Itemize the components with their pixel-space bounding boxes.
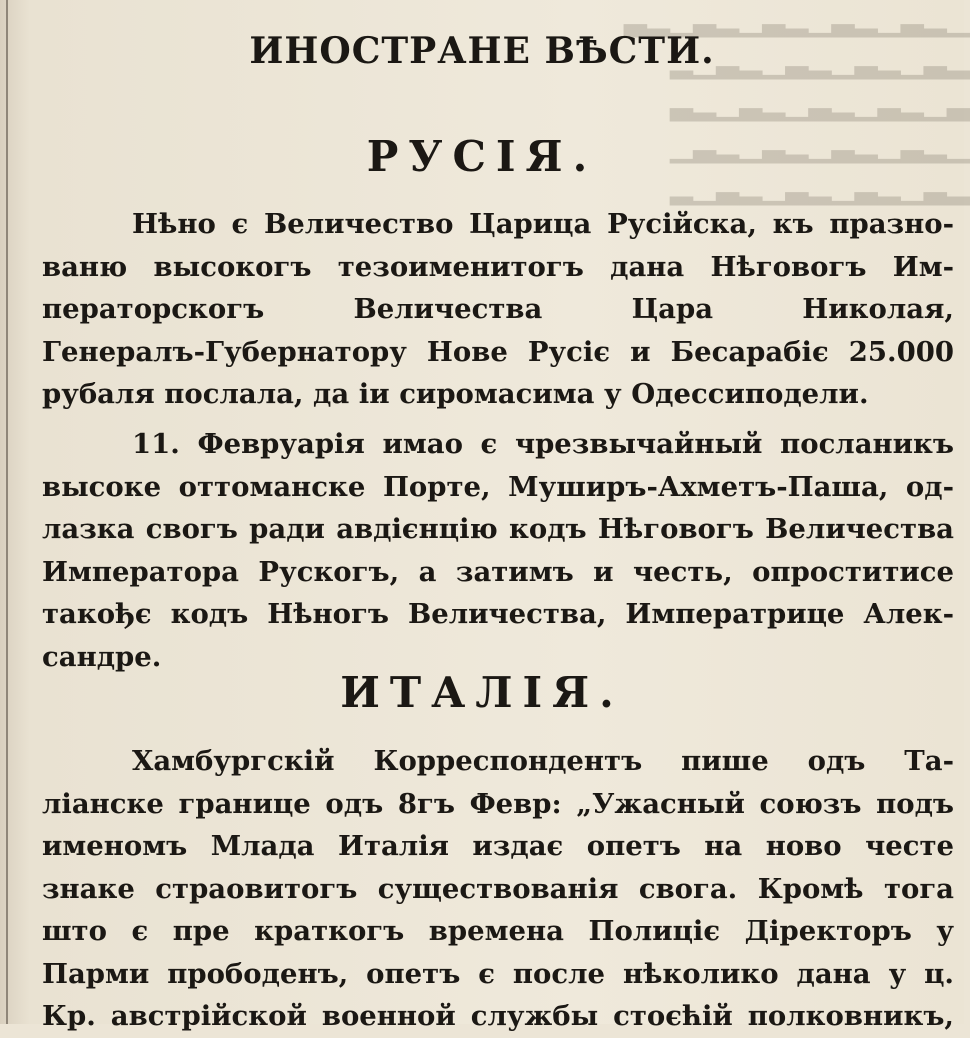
text-line: знаке страовитогъ существованія свога. Кромѣ тога [42,872,954,905]
text-line: ператорскогъ Величества Цара Николая, [42,293,954,325]
text-line: 11. Февруарія имао є чрезвычайный посланикъ [132,428,954,460]
text-line: именомъ Млада Италія издає опетъ на ново честе [42,830,954,862]
text-line: такођє кодъ Нѣногъ Величества, Императрице Алек- [42,598,954,630]
text-line: высоке оттоманске Порте, Муширъ-Ахметъ-Паша, од- [42,470,954,503]
bleed-through-texture: ▁▂▃▁▂▃▁▂▃▁▂▃▁▂▃ ▂▃▁▂▃▁▂▃▁▂▃▁▂ ▃▁▂▃▁▂▃▁▂▃▁▂▃ ▁▂▃▁▂▃▁▂▃▁▂▃▁ ▂▃▁▂▃▁▂▃▁▂▃▁▂ [623,3,970,206]
text-line: Нѣно є Величество Царица Русійска, къ празно- [132,208,954,240]
text-line: лазка свогъ ради авдієнцію кодъ Нѣговогъ Величества [42,513,954,545]
text-line: што є пре краткогъ времена Полиціє Діректоръ у [42,915,954,947]
text-line: Парми прободенъ, опетъ є после нѣколико дана у ц. [42,957,954,990]
text-line: рубаля послала, да іи сиромасима у Одессиподели. [42,378,869,410]
paragraph-russia-2 [42,423,954,678]
text-line: Хамбургскій Корреспондентъ пише одъ Та- [132,745,954,777]
paragraph-italy-1 [42,740,954,1038]
section-title-russia: РУСІЯ. [366,132,598,181]
text-line: Императора Рускогъ, а затимъ и честь, опроститисе [42,555,954,588]
text-line: Кр. австрійской военной службы стоєћій полковникъ, [42,1000,954,1032]
text-line: сандре. [42,640,162,673]
paragraph-russia-1 [42,203,954,416]
text-line: ваню высокогъ тезоименитогъ дана Нѣговогъ Им- [42,250,954,283]
text-line: ліанске границе одъ 8гъ Февр: „Ужасный союзъ подъ [42,787,954,820]
page-header: ИНОСТРАНЕ ВѢСТИ. [249,30,715,72]
section-title-italy: ИТАЛІЯ. [340,668,624,717]
text-line: Генералъ-Губернатору Нове Русіє и Бесарабіє 25.000 [42,335,954,368]
